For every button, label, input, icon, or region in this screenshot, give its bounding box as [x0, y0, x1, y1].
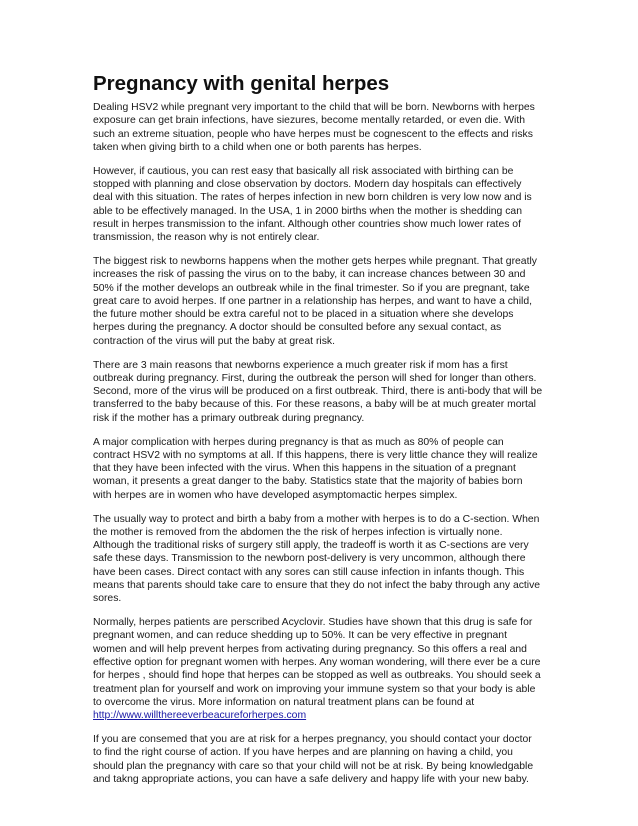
- paragraph-7: [93, 616, 543, 722]
- document-page: [93, 72, 543, 797]
- cure-herpes-link[interactable]: http://www.willthereeverbeacureforherpes.com: [93, 710, 307, 722]
- paragraph-2: However, if cautious, you can rest easy that basically all risk associated with birthing can be stopped with planning and close observation by doctors. Modern day hospitals can effectively deal with this situation. The rates of herpes infection in new born children is very low now and is able to be effectively managed. In the USA, 1 in 2000 births when the mother is shedding can result in herpes transmission to the infant. Although other countries show much lower rates of transmission, the reason why is not entirely clear.: [93, 165, 532, 244]
- paragraph-6: The usually way to protect and birth a baby from a mother with herpes is to do a C-section. When the mother is removed from the abdomen the the risk of herpes infection is virtually none. Although the traditional risks of surgery still apply, the tradeoff is worth it as C-sections are very safe these days. Transmission to the newborn post-delivery is very uncommon, although there have been cases. Direct contact with any sores can still cause infection in infants though. This means that parents should take care to ensure that they do not infect the baby through any active sores.: [93, 513, 541, 605]
- paragraph-4: There are 3 main reasons that newborns experience a much greater risk if mom has a first outbreak during pregnancy. First, during the outbreak the person will shed for longer than others. Second, more of the virus will be produced on a first outbreak. Third, there is anti-body that will be transferred to the baby because of this. For these reasons, a baby will be at much greater mortal risk if the mother has a primary outbreak during pregnancy.: [93, 359, 543, 424]
- paragraph-1: Dealing HSV2 while pregnant very important to the child that will be born. Newborns with herpes exposure can get brain infections, have siezures, become mentally retarded, or even die. With such an extreme situation, people who have herpes must be cognescent to the effects and risks taken when giving birth to a child when one or both parents has herpes.: [93, 102, 535, 153]
- paragraph-3: The biggest risk to newborns happens when the mother gets herpes while pregnant. That greatly increases the risk of passing the virus on to the baby, it can increase chances between 30 and 50% if the mother develops an outbreak while in the final trimester. So if you are pregnant, take great care to avoid herpes. If one partner in a relationship has herpes, and want to have a child, the future mother should be extra careful not to be placed in a situation where she develops herpes during the pregnancy. A doctor should be consulted before any sexual contact, as contraction of the virus will put the baby at great risk.: [93, 255, 537, 347]
- paragraph-8: If you are consemed that you are at risk for a herpes pregnancy, you should contact your doctor to find the right course of action. If you have herpes and are planning on having a child, you should plan the pregnancy with care so that your child will not be at risk. By being knowledgable and takng appropriate actions, you can have a safe delivery and happy life with your new baby.: [93, 733, 534, 785]
- paragraph-5: A major complication with herpes during pregnancy is that as much as 80% of people can contract HSV2 with no symptoms at all. If this happens, there is very little chance they will realize that they have been infected with the virus. When this happens in the situation of a pregnant woman, it presents a great danger to the baby. Statistics state that the majority of babies born with herpes are in women who have developed asymptomactic herpes simplex.: [93, 436, 538, 501]
- paragraph-7-text: Normally, herpes patients are perscribed Acyclovir. Studies have shown that this drug is safe for pregnant women, and can reduce shedding up to 50%. It can be very effective in pregnant women and will help prevent herpes from activating during pregnancy. So this offers a real and effective option for pregnant women with herpes. Any woman wondering, will there ever be a cure for herpes , should find hope that herpes can be stopped as well as outbreaks. You should seek a treatment plan for yourself and work on improving your immune system so that your body is able to overcome the virus. More information on natural treatment plans can be found at: [93, 617, 541, 708]
- document-title: Pregnancy with genital herpes: [93, 72, 390, 95]
